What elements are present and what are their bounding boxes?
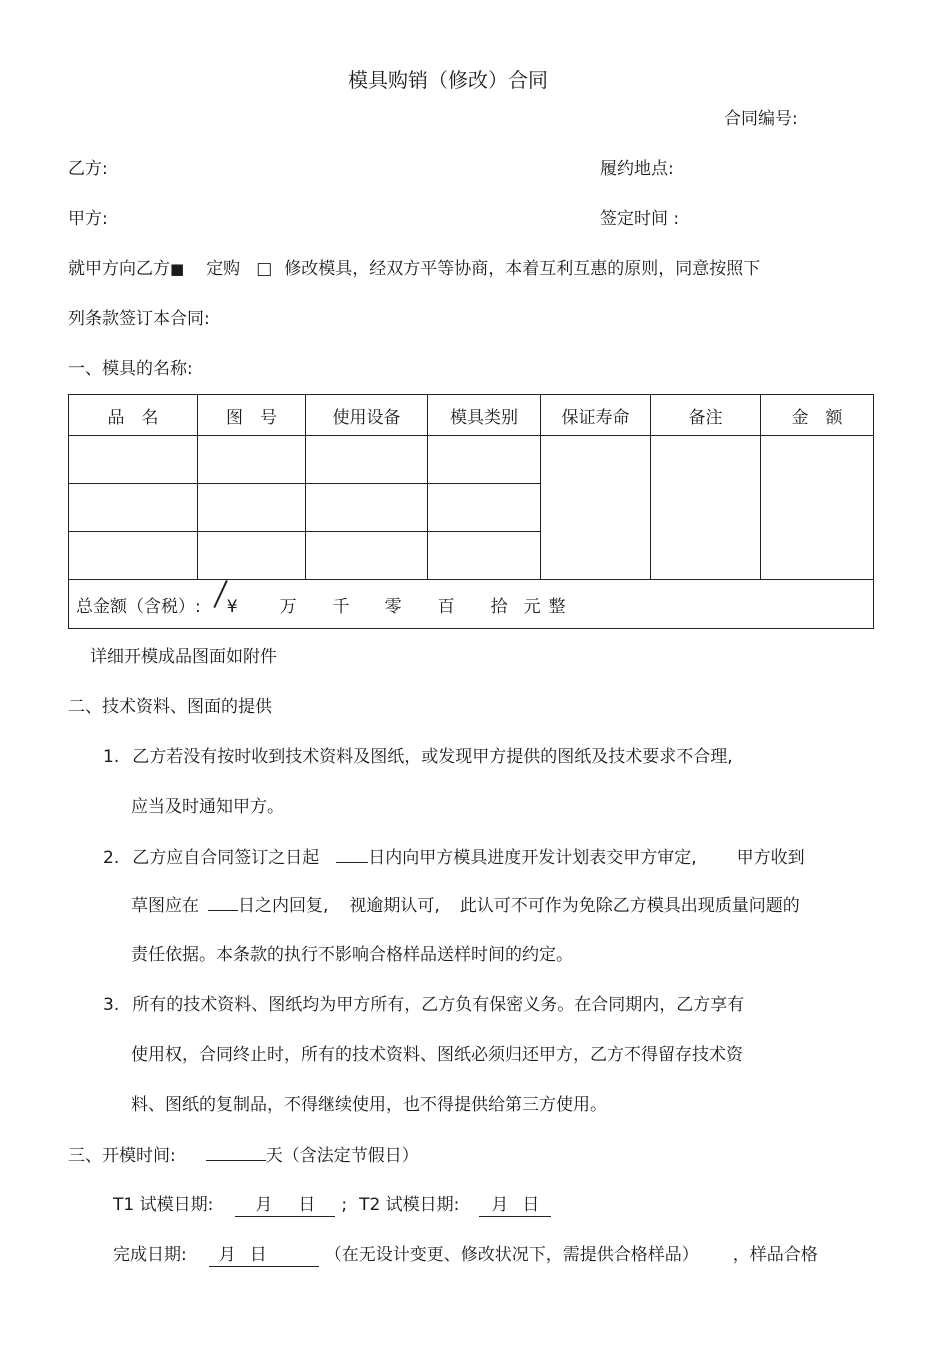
table-cell (541, 436, 651, 580)
completion-tail: ，样品合格 (732, 1245, 818, 1265)
completion-line (113, 1244, 818, 1267)
trial-separator: ; (341, 1195, 348, 1215)
table-header-row (69, 395, 874, 436)
item-3-text-1: 所有的技术资料、图纸均为甲方所有，乙方负有保密义务。在合同期内，乙方享有 (132, 995, 745, 1015)
table-cell (428, 436, 541, 484)
table-cell (306, 484, 428, 532)
item-1-number: 1. (103, 747, 120, 767)
unit-qian: 千 (332, 596, 350, 617)
blank-mold-days (206, 1144, 266, 1161)
completion-note: （在无设计变更、修改状况下，需提供合格样品） (324, 1245, 699, 1265)
table-cell (69, 436, 198, 484)
item-3-line-1 (103, 994, 744, 1016)
total-label: 总金额（含税）: (76, 596, 201, 617)
item-1-text-1: 乙方若没有按时收到技术资料及图纸，或发现甲方提供的图纸及技术要求不合理, (132, 747, 733, 767)
table-row (69, 436, 874, 484)
unchecked-box-icon: □ (256, 259, 273, 279)
party-b-label: 乙方: (68, 159, 108, 179)
section-3-line (68, 1144, 419, 1167)
header-drawing-no: 图 号 (198, 395, 306, 436)
attachment-note: 详细开模成品图面如附件 (90, 647, 277, 667)
intro-text-3: 修改模具，经双方平等协商，本着互利互惠的原则，同意按照下 (284, 259, 761, 279)
blank-days-1 (336, 846, 368, 863)
header-mold-type: 模具类别 (428, 395, 541, 436)
table-cell (651, 436, 761, 580)
header-amount: 金 额 (761, 395, 874, 436)
item-1-line-2: 应当及时通知甲方。 (131, 797, 284, 817)
item-2-text-2a: 草图应在 (131, 896, 199, 916)
item-2-text-1a: 乙方应自合同签订之日起 (132, 848, 320, 868)
table-cell (306, 436, 428, 484)
header-remark: 备注 (651, 395, 761, 436)
item-2-line-3: 责任依据。本条款的执行不影响合格样品送样时间的约定。 (131, 945, 573, 965)
t2-trial-label: T2 试模日期: (359, 1195, 460, 1215)
unit-ling: 零 (384, 596, 402, 617)
intro-text-1: 就甲方向乙方 (68, 259, 170, 279)
table-cell (198, 484, 306, 532)
section-2-title: 二、技术资料、图面的提供 (68, 697, 272, 717)
item-2-line-1 (103, 846, 805, 869)
header-equipment: 使用设备 (306, 395, 428, 436)
item-3-line-2: 使用权，合同终止时，所有的技术资料、图纸必须归还甲方，乙方不得留存技术资 (131, 1045, 743, 1065)
t1-day: 日 (298, 1195, 316, 1215)
t2-month: 月 (491, 1195, 509, 1215)
header-product-name: 品 名 (69, 395, 198, 436)
t1-month: 月 (255, 1195, 273, 1215)
item-2-text-2d: 此认可不可作为免除乙方模具出现质量问题的 (459, 896, 800, 916)
table-cell (198, 436, 306, 484)
currency-symbol: ¥ (226, 596, 238, 617)
party-a-label: 甲方: (68, 209, 108, 229)
t1-date-blank (235, 1194, 335, 1217)
intro-text-2: 定购 (206, 259, 241, 279)
completion-day: 日 (249, 1245, 267, 1265)
table-cell (428, 484, 541, 532)
page-title: 模具购销（修改）合同 (348, 68, 548, 92)
total-cell (69, 580, 874, 629)
table-cell (69, 484, 198, 532)
unit-bai: 百 (437, 596, 455, 617)
intro-line-1 (68, 258, 760, 280)
intro-line-2: 列条款签订本合同: (68, 309, 210, 329)
trial-dates-line (113, 1194, 551, 1217)
blank-days-2 (208, 894, 238, 911)
contract-number-label: 合同编号: (724, 109, 798, 129)
unit-wan: 万 (279, 596, 297, 617)
table-cell (198, 532, 306, 580)
completion-month: 月 (218, 1245, 236, 1265)
t1-trial-label: T1 试模日期: (113, 1195, 214, 1215)
section-3-title: 三、开模时间: (68, 1146, 176, 1166)
completion-date-blank (209, 1244, 319, 1267)
table-cell (69, 532, 198, 580)
table-cell (306, 532, 428, 580)
item-2-text-2c: 视逾期认可, (349, 896, 440, 916)
unit-shi: 拾 (490, 596, 508, 617)
item-1-line-1 (103, 746, 733, 768)
section-1-title: 一、模具的名称: (68, 359, 193, 379)
unit-zheng: 整 (548, 596, 566, 617)
t2-day: 日 (522, 1195, 540, 1215)
mold-table (68, 394, 874, 629)
unit-yuan: 元 (523, 596, 541, 617)
table-cell (761, 436, 874, 580)
total-row (69, 580, 874, 629)
item-2-line-2 (131, 894, 800, 917)
header-guaranteed-life: 保证寿命 (541, 395, 651, 436)
section-3-days: 天（含法定节假日） (265, 1146, 419, 1166)
performance-place-label: 履约地点: (600, 159, 674, 179)
signing-date-label: 签定时间 : (600, 209, 680, 229)
item-2-number: 2. (103, 848, 120, 868)
item-2-text-1b: 日内向甲方模具进度开发计划表交甲方审定, (368, 848, 697, 868)
table-cell (428, 532, 541, 580)
t2-date-blank (479, 1194, 551, 1217)
checked-box-icon: ■ (170, 260, 185, 278)
completion-label: 完成日期: (113, 1245, 187, 1265)
item-3-number: 3. (103, 995, 120, 1015)
item-3-line-3: 料、图纸的复制品，不得继续使用，也不得提供给第三方使用。 (131, 1095, 607, 1115)
slash-mark (213, 580, 227, 608)
item-2-text-1c: 甲方收到 (736, 848, 805, 868)
item-2-text-2b: 日之内回复, (238, 896, 329, 916)
